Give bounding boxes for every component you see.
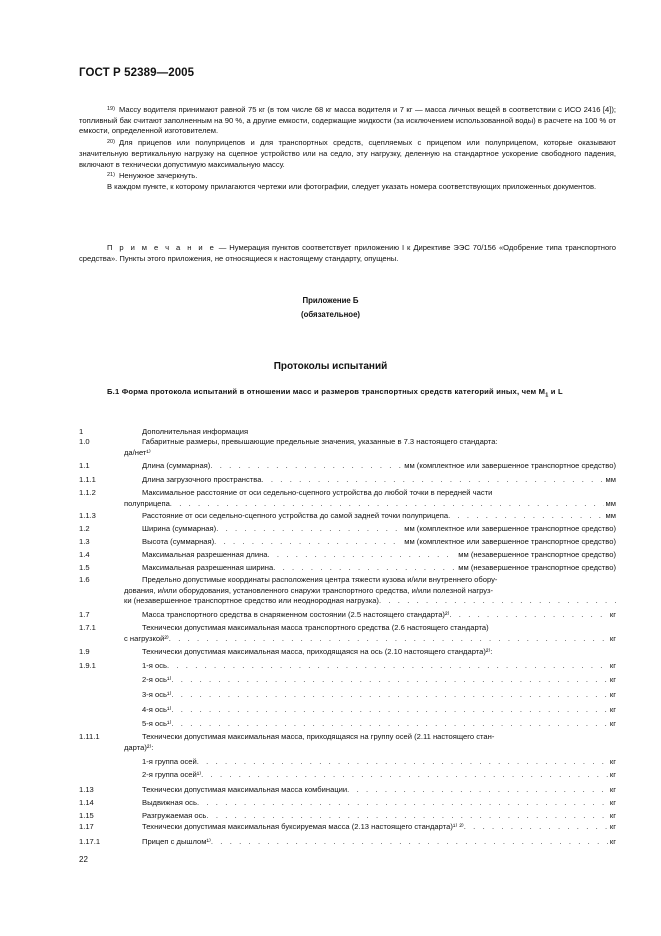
- row-text-line: [142, 732, 616, 743]
- row-number: 1.6: [79, 575, 90, 584]
- row-leader-line: [142, 524, 616, 535]
- row-leader-line: [142, 675, 616, 686]
- row-leader-line: [142, 757, 616, 768]
- row-number: 1.1.3: [79, 511, 96, 520]
- page-header: ГОСТ Р 52389—2005: [79, 67, 195, 79]
- dot-leader: [171, 705, 608, 716]
- row-leader-line: [142, 610, 616, 621]
- row-label: полуприцепа: [124, 498, 170, 508]
- row-label: дарта)²⁾:: [124, 742, 154, 752]
- row-number: 1.15: [79, 811, 94, 820]
- section-heading: [79, 387, 616, 401]
- row-label: Ширина (суммарная): [142, 524, 217, 533]
- dot-leader: [170, 499, 604, 510]
- row-number: 1.1: [79, 461, 90, 470]
- row-number: 1.11.1: [79, 732, 100, 741]
- dot-leader: [171, 675, 608, 686]
- row-label: Прицеп с дышлом¹⁾: [142, 837, 211, 846]
- row-label: Предельно допустимые координаты расположения центра тяжести кузова и/или внутреннего обору-: [142, 575, 498, 584]
- row-unit: кг: [609, 837, 616, 846]
- row-number: 1.5: [79, 563, 90, 572]
- row-leader-line: [142, 690, 616, 701]
- note-paragraph: [79, 243, 616, 264]
- row-label: Максимальное расстояние от оси седельно-сцепного устройства до любой точки в передней части: [142, 488, 493, 497]
- protocols-title: Протоколы испытаний: [273, 361, 388, 372]
- row-label: Разгружаемая ось: [142, 811, 207, 820]
- row-leader-line: [142, 563, 616, 574]
- row-label: Масса транспортного средства в снаряженном состоянии (2.5 настоящего стандарта)²⁾: [142, 610, 450, 619]
- row-leader-line: [142, 537, 616, 548]
- row-label: Габаритные размеры, превышающие предельные значения, указанные в 7.3 настоящего стандарта:: [142, 437, 498, 446]
- row-label: Расстояние от оси седельно-сцепного устройства до самой задней точки полуприцепа: [142, 511, 449, 520]
- row-text-line: [124, 586, 616, 597]
- row-leader-line: [142, 811, 616, 822]
- row-text-line: [142, 437, 616, 448]
- row-leader-line: [142, 661, 616, 672]
- footnote-20: [79, 137, 616, 170]
- row-unit: мм (незавершенное транспортное средство): [458, 563, 616, 572]
- row-leader-line: [142, 798, 616, 809]
- page-number: 22: [79, 855, 88, 864]
- row-label: Длина (суммарная): [142, 461, 211, 470]
- dot-leader: [449, 610, 608, 621]
- dot-leader: [197, 757, 608, 768]
- row-number: 1.14: [79, 798, 94, 807]
- row-text-line: [142, 427, 616, 438]
- row-label: с нагрузкой²⁾: [124, 633, 169, 643]
- row-text-line: [124, 448, 616, 459]
- row-label: Выдвижная ось: [142, 798, 197, 807]
- row-label: Технически допустимая максимальная масса, приходящаяся на ось (2.10 настоящего стандарта)²⁾:: [142, 647, 493, 656]
- row-label: 2-я группа осей¹⁾: [142, 770, 202, 779]
- row-unit: кг: [609, 822, 616, 831]
- row-number: 1.7: [79, 610, 90, 619]
- dot-leader: [171, 690, 608, 701]
- row-text-line: [124, 743, 616, 754]
- row-unit: мм (комплектное или завершенное транспортное средство): [404, 461, 616, 470]
- row-number: 1.4: [79, 550, 90, 559]
- row-label: 2-я ось¹⁾: [142, 675, 172, 684]
- footnote-19: [79, 104, 616, 137]
- section-end: и L: [548, 387, 563, 396]
- row-number: 1.2: [79, 524, 90, 533]
- row-label: Длина загрузочного пространства: [142, 475, 262, 484]
- dot-leader: [169, 634, 608, 645]
- row-label: да/нет¹⁾: [124, 447, 151, 457]
- row-label: Максимальная разрешенная ширина: [142, 563, 274, 572]
- row-leader-line: [142, 837, 616, 848]
- row-label: 5-я ось¹⁾: [142, 719, 172, 728]
- row-unit: кг: [609, 757, 616, 766]
- note-text: — Нумерация пунктов соответствует приложению I к Директиве ЭЭС 70/156 «Одобрение типа транспортного средства». Пункты этого приложения, не относящиеся к настоящему стандарту, опущены.: [79, 243, 616, 263]
- row-label: Технически допустимая максимальная масса комбинации: [142, 785, 348, 794]
- row-number: 1.13: [79, 785, 94, 794]
- row-leader-line: [142, 550, 616, 561]
- footnote-21: [79, 170, 616, 182]
- row-number: 1.1.1: [79, 475, 96, 484]
- row-unit: кг: [609, 675, 616, 684]
- dot-leader: [273, 563, 456, 574]
- dot-leader: [216, 524, 402, 535]
- row-leader-line: [124, 634, 616, 645]
- footnote-mark: 21): [107, 172, 115, 179]
- row-label: 4-я ось¹⁾: [142, 705, 172, 714]
- row-label: 3-я ось¹⁾: [142, 690, 172, 699]
- dot-leader: [214, 537, 402, 548]
- row-unit: кг: [609, 633, 616, 643]
- footnote-text: Ненужное зачеркнуть.: [118, 171, 198, 181]
- row-unit: мм: [605, 498, 616, 508]
- row-text-line: [142, 488, 616, 499]
- dot-leader: [197, 798, 608, 809]
- row-unit: кг: [609, 785, 616, 794]
- row-number: 1.17.1: [79, 837, 101, 846]
- row-unit: мм (комплектное или завершенное транспортное средство): [404, 524, 616, 533]
- extra-paragraph: В каждом пункте, к которому прилагаются чертежи или фотографии, следует указать номера соответствующих приложенных документов.: [107, 181, 597, 191]
- dot-leader: [379, 596, 616, 607]
- row-number: 1.17: [79, 822, 94, 831]
- section-subscript: 1: [545, 392, 549, 399]
- dot-leader: [261, 475, 603, 486]
- row-label: Высота (суммарная): [142, 537, 215, 546]
- row-number: 1.7.1: [79, 623, 96, 632]
- row-number: 1.9: [79, 647, 90, 656]
- row-text-line: [142, 647, 616, 658]
- appendix-status: (обязательное): [300, 310, 361, 319]
- dot-leader: [206, 811, 608, 822]
- row-leader-line: [124, 596, 616, 607]
- footnotes: [79, 104, 616, 193]
- row-label: Технически допустимая максимальная буксируемая масса (2.13 настоящего стандарта)¹⁾ ²⁾: [142, 822, 464, 831]
- row-number: 1.9.1: [79, 661, 96, 670]
- row-number: 1.0: [79, 437, 90, 446]
- row-leader-line: [142, 770, 616, 781]
- footnote-text: Массу водителя принимают равной 75 кг (в том числе 68 кг масса водителя и 7 кг — масса личных вещей в соответствии с ИСО 2416 [4]); топливный бак считают заполненным на 90 %, а другие емкости, содержащие жидкости (за исключением использованной воды) в расчете на 100 % от емкости, определенной изготовителем.: [79, 105, 616, 136]
- dot-leader: [347, 785, 608, 796]
- footnote-text: Для прицепов или полуприцепов и для транспортных средств, сцепляемых с прицепом или полуприцепом, которые оказывают значительную вертикальную нагрузку на сцепное устройство или на седло, эту нагрузку, деленную на стандартное ускорение свободного падения, включают в технически допустимую максимальную массу.: [79, 138, 616, 169]
- row-leader-line: [142, 475, 616, 486]
- dot-leader: [167, 661, 608, 672]
- row-leader-line: [142, 705, 616, 716]
- dot-leader: [201, 770, 608, 781]
- row-leader-line: [142, 511, 616, 522]
- row-label: Технически допустимая максимальная масса, приходящаяся на группу осей (2.11 настоящего стан-: [142, 732, 495, 741]
- dot-leader: [211, 837, 608, 848]
- row-number: 1.1.2: [79, 488, 96, 497]
- footnote-mark: 20): [107, 139, 115, 146]
- row-unit: кг: [609, 705, 616, 714]
- row-unit: мм (незавершенное транспортное средство): [458, 550, 616, 559]
- row-label: дования, и/или оборудования, установленного снаружи транспортного средства, и/или полезной нагруз-: [124, 585, 494, 595]
- row-text-line: [142, 623, 616, 634]
- section-text: Б.1 Форма протокола испытаний в отношении масс и размеров транспортных средств категорий иных, чем M: [107, 387, 546, 396]
- row-unit: кг: [609, 719, 616, 728]
- row-unit: кг: [609, 610, 616, 619]
- row-unit: кг: [609, 811, 616, 820]
- row-label: Технически допустимая максимальная масса транспортного средства (2.6 настоящего стандарта): [142, 623, 489, 632]
- row-unit: кг: [609, 690, 616, 699]
- appendix-title: Приложение Б: [302, 296, 359, 305]
- row-leader-line: [142, 461, 616, 472]
- row-number: 1.3: [79, 537, 90, 546]
- row-leader-line: [142, 822, 616, 833]
- row-leader-line: [142, 785, 616, 796]
- row-unit: мм (комплектное или завершенное транспортное средство): [404, 537, 616, 546]
- row-label: 1-я ось: [142, 661, 167, 670]
- footnote-mark: 19): [107, 106, 115, 112]
- row-label: Максимальная разрешенная длина: [142, 550, 268, 559]
- row-leader-line: [142, 719, 616, 730]
- row-unit: кг: [609, 798, 616, 807]
- row-text-line: [142, 575, 616, 586]
- row-leader-line: [124, 499, 616, 510]
- row-label: ки (незавершенное транспортное средство или неоднородная нагрузка): [124, 596, 379, 606]
- row-unit: мм: [605, 475, 616, 484]
- row-label: 1-я группа осей: [142, 757, 197, 766]
- dot-leader: [464, 822, 608, 833]
- row-unit: мм: [605, 511, 616, 520]
- row-label: Дополнительная информация: [142, 427, 249, 436]
- dot-leader: [171, 719, 608, 730]
- dot-leader: [268, 550, 457, 561]
- note-label: П р и м е ч а н и е: [107, 243, 216, 252]
- row-unit: кг: [609, 770, 616, 779]
- dot-leader: [448, 511, 603, 522]
- row-number: 1: [79, 427, 84, 436]
- row-unit: кг: [609, 661, 616, 670]
- dot-leader: [210, 461, 402, 472]
